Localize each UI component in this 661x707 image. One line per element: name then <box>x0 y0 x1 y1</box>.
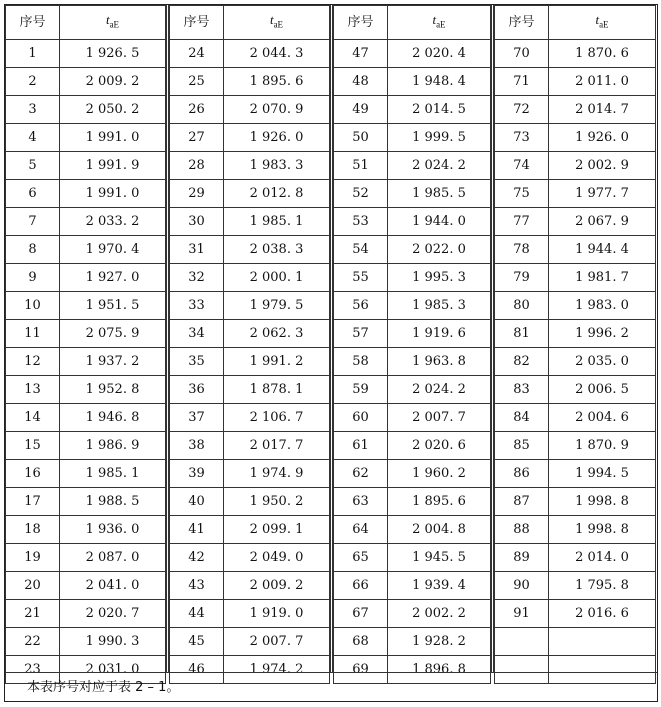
table-row <box>334 235 491 263</box>
row-value: 1 974. 2 <box>224 655 330 683</box>
table-row <box>334 151 491 179</box>
row-value: 1 895. 6 <box>388 487 491 515</box>
table-row <box>6 263 166 291</box>
row-value: 1 974. 9 <box>224 459 330 487</box>
header-row <box>334 6 491 40</box>
row-value: 1 991. 2 <box>224 347 330 375</box>
row-index: 88 <box>495 515 549 543</box>
table-row <box>495 375 656 403</box>
row-index: 16 <box>6 459 60 487</box>
row-index: 57 <box>334 319 388 347</box>
table-row <box>170 319 330 347</box>
row-index: 21 <box>6 599 60 627</box>
row-index: 49 <box>334 95 388 123</box>
row-value: 2 009. 2 <box>224 571 330 599</box>
row-value: 1 979. 5 <box>224 291 330 319</box>
row-value: 2 024. 2 <box>388 375 491 403</box>
table-row <box>495 67 656 95</box>
row-index: 25 <box>170 67 224 95</box>
table-block-4 <box>494 5 656 672</box>
row-index: 36 <box>170 375 224 403</box>
table-row <box>334 431 491 459</box>
table-row <box>334 95 491 123</box>
table-row <box>495 123 656 151</box>
row-index: 20 <box>6 571 60 599</box>
row-index: 2 <box>6 67 60 95</box>
row-value: 1 985. 5 <box>388 179 491 207</box>
row-value: 2 014. 5 <box>388 95 491 123</box>
table-row <box>170 459 330 487</box>
row-value: 2 062. 3 <box>224 319 330 347</box>
row-index: 10 <box>6 291 60 319</box>
row-index: 12 <box>6 347 60 375</box>
row-value: 1 963. 8 <box>388 347 491 375</box>
row-value: 1 795. 8 <box>549 571 656 599</box>
row-index: 73 <box>495 123 549 151</box>
row-value: 2 002. 9 <box>549 151 656 179</box>
table-row <box>334 207 491 235</box>
row-value: 2 012. 8 <box>224 179 330 207</box>
row-value: 1 939. 4 <box>388 571 491 599</box>
row-value <box>549 627 656 655</box>
row-value: 1 991. 0 <box>60 179 166 207</box>
row-index: 41 <box>170 515 224 543</box>
row-index: 52 <box>334 179 388 207</box>
table-block-3 <box>333 5 491 677</box>
row-index: 6 <box>6 179 60 207</box>
row-index: 54 <box>334 235 388 263</box>
row-index: 61 <box>334 431 388 459</box>
table-row <box>170 571 330 599</box>
row-value: 1 970. 4 <box>60 235 166 263</box>
table-row <box>495 207 656 235</box>
table-row <box>6 67 166 95</box>
row-index: 40 <box>170 487 224 515</box>
row-value: 1 926. 0 <box>549 123 656 151</box>
row-index: 63 <box>334 487 388 515</box>
row-index: 65 <box>334 543 388 571</box>
row-value: 1 937. 2 <box>60 347 166 375</box>
row-value: 2 050. 2 <box>60 95 166 123</box>
row-index: 26 <box>170 95 224 123</box>
row-value: 1 995. 3 <box>388 263 491 291</box>
row-value: 1 927. 0 <box>60 263 166 291</box>
table-row <box>170 123 330 151</box>
row-value: 2 020. 6 <box>388 431 491 459</box>
table-row <box>495 599 656 627</box>
table-row <box>495 459 656 487</box>
row-index: 78 <box>495 235 549 263</box>
row-value: 2 007. 7 <box>388 403 491 431</box>
row-value: 1 936. 0 <box>60 515 166 543</box>
table-row <box>334 627 491 655</box>
row-value: 1 991. 0 <box>60 123 166 151</box>
row-value: 2 044. 3 <box>224 39 330 67</box>
table-row <box>334 515 491 543</box>
row-index: 5 <box>6 151 60 179</box>
table-row <box>495 39 656 67</box>
row-value: 2 033. 2 <box>60 207 166 235</box>
row-index: 18 <box>6 515 60 543</box>
row-value: 1 895. 6 <box>224 67 330 95</box>
data-table <box>5 5 166 684</box>
row-index: 48 <box>334 67 388 95</box>
table-row <box>170 151 330 179</box>
row-index: 45 <box>170 627 224 655</box>
row-value: 2 020. 4 <box>388 39 491 67</box>
row-value: 2 075. 9 <box>60 319 166 347</box>
row-index: 59 <box>334 375 388 403</box>
row-value: 2 009. 2 <box>60 67 166 95</box>
row-index: 43 <box>170 571 224 599</box>
row-value: 1 985. 1 <box>60 459 166 487</box>
row-value: 2 002. 2 <box>388 599 491 627</box>
row-index: 81 <box>495 319 549 347</box>
table-row <box>334 459 491 487</box>
table-row <box>6 123 166 151</box>
header-tae: $t_{aE}$ <box>388 6 491 40</box>
table-row <box>6 347 166 375</box>
row-value: 1 926. 0 <box>224 123 330 151</box>
row-value: 2 049. 0 <box>224 543 330 571</box>
table-note: 本表序号对应于表 2 – 1。 <box>5 672 657 701</box>
row-value: 2 014. 0 <box>549 543 656 571</box>
row-value: 2 000. 1 <box>224 263 330 291</box>
row-value: 1 919. 0 <box>224 599 330 627</box>
table-row <box>170 403 330 431</box>
row-index: 90 <box>495 571 549 599</box>
row-index: 38 <box>170 431 224 459</box>
table-row <box>495 403 656 431</box>
row-index: 86 <box>495 459 549 487</box>
row-value: 1 999. 5 <box>388 123 491 151</box>
table-row <box>6 599 166 627</box>
table-row <box>6 459 166 487</box>
row-index: 27 <box>170 123 224 151</box>
table-row <box>495 235 656 263</box>
row-index: 17 <box>6 487 60 515</box>
row-value: 2 106. 7 <box>224 403 330 431</box>
row-value: 2 004. 6 <box>549 403 656 431</box>
row-value: 1 926. 5 <box>60 39 166 67</box>
table-row <box>6 571 166 599</box>
row-value: 1 944. 0 <box>388 207 491 235</box>
row-value: 1 945. 5 <box>388 543 491 571</box>
table-blocks <box>5 5 657 677</box>
row-index: 58 <box>334 347 388 375</box>
row-index: 53 <box>334 207 388 235</box>
table-row <box>6 207 166 235</box>
row-value: 1 951. 5 <box>60 291 166 319</box>
row-index: 11 <box>6 319 60 347</box>
header-index: 序号 <box>334 6 388 40</box>
row-index: 46 <box>170 655 224 683</box>
table-row <box>6 235 166 263</box>
table-row <box>170 347 330 375</box>
row-index: 31 <box>170 235 224 263</box>
row-index: 55 <box>334 263 388 291</box>
table-row <box>170 235 330 263</box>
table-row <box>334 403 491 431</box>
table-row <box>495 179 656 207</box>
row-index: 77 <box>495 207 549 235</box>
table-row <box>6 39 166 67</box>
table-row <box>334 487 491 515</box>
row-index: 82 <box>495 347 549 375</box>
row-index: 66 <box>334 571 388 599</box>
row-value: 1 948. 4 <box>388 67 491 95</box>
table-row <box>170 515 330 543</box>
row-value: 1 994. 5 <box>549 459 656 487</box>
row-value: 1 983. 3 <box>224 151 330 179</box>
header-index: 序号 <box>6 6 60 40</box>
row-value: 1 985. 1 <box>224 207 330 235</box>
row-value: 2 004. 8 <box>388 515 491 543</box>
row-index: 3 <box>6 95 60 123</box>
row-index: 33 <box>170 291 224 319</box>
table-row <box>170 627 330 655</box>
table-row <box>6 319 166 347</box>
row-index: 37 <box>170 403 224 431</box>
row-index: 39 <box>170 459 224 487</box>
row-value: 1 944. 4 <box>549 235 656 263</box>
row-index: 22 <box>6 627 60 655</box>
table-row <box>170 95 330 123</box>
row-index: 75 <box>495 179 549 207</box>
row-value: 1 960. 2 <box>388 459 491 487</box>
header-row <box>170 6 330 40</box>
row-index: 8 <box>6 235 60 263</box>
row-index: 30 <box>170 207 224 235</box>
row-value: 2 067. 9 <box>549 207 656 235</box>
row-index: 42 <box>170 543 224 571</box>
table-row <box>6 291 166 319</box>
table-row <box>334 179 491 207</box>
row-value: 2 087. 0 <box>60 543 166 571</box>
row-index: 28 <box>170 151 224 179</box>
row-value: 2 020. 7 <box>60 599 166 627</box>
table-row <box>6 487 166 515</box>
row-value: 2 041. 0 <box>60 571 166 599</box>
row-index: 24 <box>170 39 224 67</box>
table-row <box>495 263 656 291</box>
row-value: 1 950. 2 <box>224 487 330 515</box>
header-tae: $t_{aE}$ <box>549 6 656 40</box>
row-index: 87 <box>495 487 549 515</box>
row-index: 23 <box>6 655 60 683</box>
row-value: 1 985. 3 <box>388 291 491 319</box>
table-row <box>495 291 656 319</box>
row-value: 1 998. 8 <box>549 515 656 543</box>
row-index: 72 <box>495 95 549 123</box>
table-row <box>170 207 330 235</box>
row-index: 13 <box>6 375 60 403</box>
row-index: 44 <box>170 599 224 627</box>
row-index: 64 <box>334 515 388 543</box>
row-value: 1 919. 6 <box>388 319 491 347</box>
table-row <box>495 571 656 599</box>
table-row <box>6 375 166 403</box>
table-row <box>495 543 656 571</box>
table-row <box>334 291 491 319</box>
table-row <box>170 179 330 207</box>
row-index: 91 <box>495 599 549 627</box>
table-row <box>334 319 491 347</box>
row-index: 74 <box>495 151 549 179</box>
row-value: 2 006. 5 <box>549 375 656 403</box>
row-value: 1 988. 5 <box>60 487 166 515</box>
row-index: 85 <box>495 431 549 459</box>
row-value: 2 014. 7 <box>549 95 656 123</box>
row-value: 1 896. 8 <box>388 655 491 683</box>
header-row <box>495 6 656 40</box>
row-value: 2 099. 1 <box>224 515 330 543</box>
table-row <box>495 319 656 347</box>
row-value: 1 996. 2 <box>549 319 656 347</box>
row-index: 62 <box>334 459 388 487</box>
row-index: 83 <box>495 375 549 403</box>
data-table <box>169 5 330 684</box>
table-block-1 <box>5 5 166 677</box>
table-row <box>6 543 166 571</box>
row-index: 47 <box>334 39 388 67</box>
table-row <box>495 515 656 543</box>
row-index: 84 <box>495 403 549 431</box>
row-index: 69 <box>334 655 388 683</box>
table-row <box>495 431 656 459</box>
data-table <box>333 5 491 684</box>
row-value: 1 870. 6 <box>549 39 656 67</box>
row-index <box>495 627 549 655</box>
row-index: 50 <box>334 123 388 151</box>
row-index: 67 <box>334 599 388 627</box>
row-value: 1 981. 7 <box>549 263 656 291</box>
table-row <box>334 67 491 95</box>
table-row <box>6 95 166 123</box>
row-value: 1 986. 9 <box>60 431 166 459</box>
table-row <box>170 39 330 67</box>
data-table-frame <box>4 4 658 702</box>
table-row <box>334 39 491 67</box>
row-index: 89 <box>495 543 549 571</box>
table-row <box>170 487 330 515</box>
table-block-2 <box>169 5 330 677</box>
row-index: 32 <box>170 263 224 291</box>
row-value: 1 878. 1 <box>224 375 330 403</box>
row-value: 1 983. 0 <box>549 291 656 319</box>
table-row <box>334 123 491 151</box>
table-row <box>6 431 166 459</box>
row-value: 1 952. 8 <box>60 375 166 403</box>
row-value: 2 070. 9 <box>224 95 330 123</box>
table-row <box>170 263 330 291</box>
table-row <box>170 599 330 627</box>
table-row <box>170 291 330 319</box>
table-row <box>495 347 656 375</box>
table-row <box>495 487 656 515</box>
header-tae: $t_{aE}$ <box>60 6 166 40</box>
row-value: 1 870. 9 <box>549 431 656 459</box>
table-row <box>170 543 330 571</box>
row-index: 29 <box>170 179 224 207</box>
row-index: 56 <box>334 291 388 319</box>
row-index: 14 <box>6 403 60 431</box>
table-row <box>495 151 656 179</box>
row-value: 2 031. 0 <box>60 655 166 683</box>
row-value: 1 928. 2 <box>388 627 491 655</box>
table-row <box>6 627 166 655</box>
row-index: 34 <box>170 319 224 347</box>
row-value: 1 998. 8 <box>549 487 656 515</box>
row-index: 7 <box>6 207 60 235</box>
row-value: 1 977. 7 <box>549 179 656 207</box>
row-index: 68 <box>334 627 388 655</box>
row-value: 1 990. 3 <box>60 627 166 655</box>
row-index: 79 <box>495 263 549 291</box>
table-row <box>6 151 166 179</box>
row-index: 19 <box>6 543 60 571</box>
row-value: 2 011. 0 <box>549 67 656 95</box>
row-index: 35 <box>170 347 224 375</box>
row-index: 51 <box>334 151 388 179</box>
row-value: 2 038. 3 <box>224 235 330 263</box>
row-index: 15 <box>6 431 60 459</box>
header-index: 序号 <box>170 6 224 40</box>
row-value: 2 007. 7 <box>224 627 330 655</box>
row-value: 2 022. 0 <box>388 235 491 263</box>
row-value: 2 035. 0 <box>549 347 656 375</box>
table-row <box>170 375 330 403</box>
table-row <box>170 67 330 95</box>
header-tae: $t_{aE}$ <box>224 6 330 40</box>
row-value: 1 946. 8 <box>60 403 166 431</box>
table-row <box>334 599 491 627</box>
row-value: 1 991. 9 <box>60 151 166 179</box>
table-row <box>6 179 166 207</box>
header-index: 序号 <box>495 6 549 40</box>
row-value: 2 016. 6 <box>549 599 656 627</box>
header-row <box>6 6 166 40</box>
row-index: 71 <box>495 67 549 95</box>
table-row <box>334 543 491 571</box>
table-row <box>170 431 330 459</box>
row-value: 2 017. 7 <box>224 431 330 459</box>
table-row <box>495 95 656 123</box>
row-index: 1 <box>6 39 60 67</box>
table-row <box>6 403 166 431</box>
table-row <box>6 515 166 543</box>
table-row <box>334 347 491 375</box>
row-index: 80 <box>495 291 549 319</box>
row-value: 2 024. 2 <box>388 151 491 179</box>
table-row <box>495 627 656 655</box>
table-row <box>334 263 491 291</box>
table-row <box>334 375 491 403</box>
row-index: 70 <box>495 39 549 67</box>
table-row <box>334 571 491 599</box>
data-table <box>494 5 656 684</box>
row-index: 4 <box>6 123 60 151</box>
row-index: 60 <box>334 403 388 431</box>
row-index: 9 <box>6 263 60 291</box>
